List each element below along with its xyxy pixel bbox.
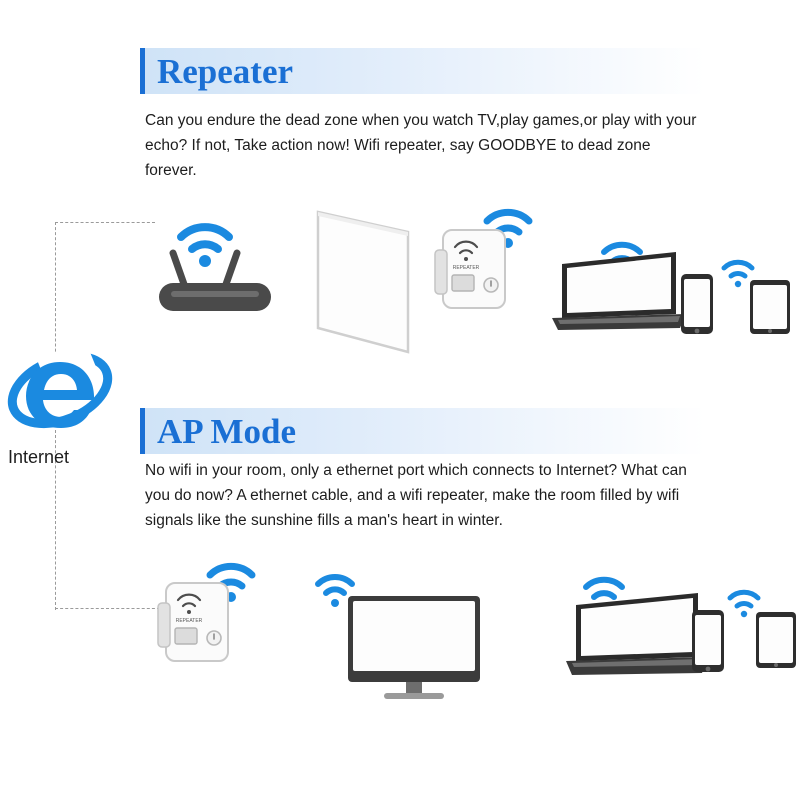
laptop-repeater xyxy=(548,230,688,340)
desktop-monitor xyxy=(310,560,490,700)
connector-line-top-horizontal xyxy=(55,222,155,223)
wifi-repeater-device-repeater xyxy=(425,195,535,325)
wifi-repeater-device-ap-mode xyxy=(140,545,270,675)
section-heading-repeater xyxy=(140,48,705,94)
section-title: Repeater xyxy=(157,51,294,91)
section-paragraph-ap-mode: No wifi in your room, only a ethernet port which connects to Internet? What can you do now? A ethernet cable, and a wifi repeater, make the room filled by wifi signals like the sunshine fills a man's heart in winter. xyxy=(145,462,687,530)
section-heading-ap-mode xyxy=(140,408,705,454)
wifi-router xyxy=(145,195,285,325)
wall-panel xyxy=(300,200,420,360)
internet-label: Internet xyxy=(8,447,70,467)
internet-explorer-logo xyxy=(6,338,114,446)
section-title: AP Mode xyxy=(157,411,297,451)
tablet-repeater xyxy=(706,248,792,338)
svg-text:REPEATER: REPEATER xyxy=(175,618,203,624)
svg-text:REPEATER: REPEATER xyxy=(452,265,480,271)
tablet-ap-mode xyxy=(714,580,800,675)
section-paragraph-repeater: Can you endure the dead zone when you watch TV,play games,or play with your echo? If not, Take action now! Wifi repeater, say GOODBYE to dead zone forever. xyxy=(145,112,697,180)
